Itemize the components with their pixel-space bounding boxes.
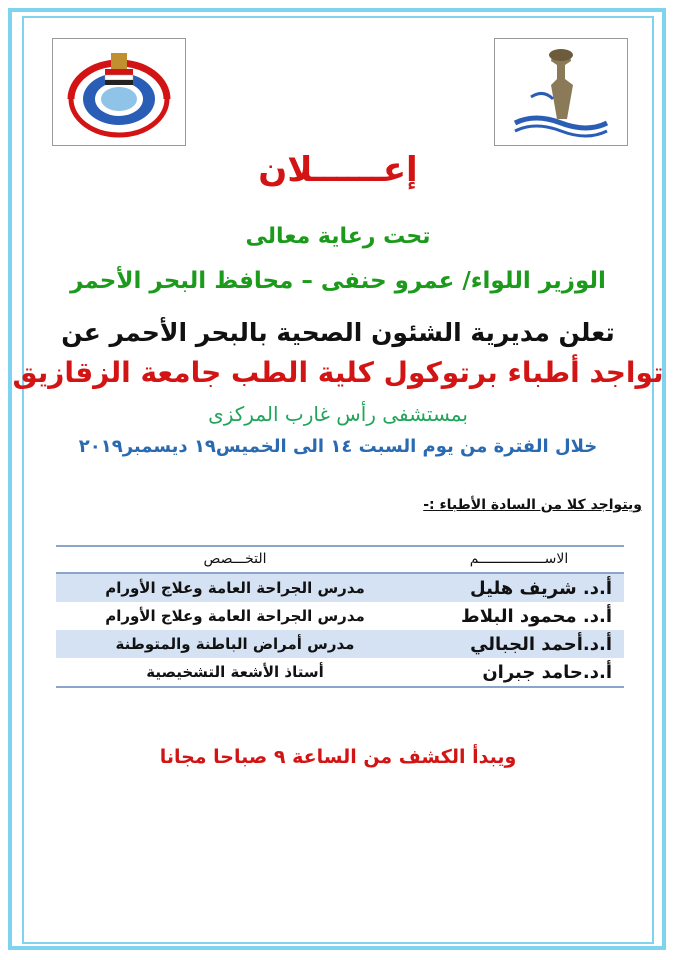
doctor-specialty: مدرس الجراحة العامة وعلاج الأورام: [105, 607, 365, 625]
patron-line: الوزير اللواء/ عمرو حنفى – محافظ البحر الأحمر: [70, 268, 606, 294]
doctor-specialty: أستاذ الأشعة التشخيصية: [146, 663, 324, 681]
doctor-name: أ.د.حامد جبران: [482, 661, 612, 683]
patronage-line: تحت رعاية معالى: [245, 224, 431, 249]
doctors-intro: ويتواجد كلا من السادة الأطباء :-: [423, 497, 642, 513]
subject-line: تواجد أطباء برتوكول كلية الطب جامعة الزقازيق: [12, 356, 664, 389]
table-row: [56, 630, 624, 658]
doctor-name: أ.د. محمود البلاط: [461, 605, 612, 627]
table-header: [56, 545, 624, 574]
doctor-name: أ.د. شريف هليل: [470, 577, 612, 599]
red-sea-governorate-logo-icon: [495, 39, 627, 145]
red-sea-health-directorate-logo-icon: [53, 39, 185, 145]
header-specialty: التخـــصص: [203, 551, 267, 567]
announcer-line: تعلن مديرية الشئون الصحية بالبحر الأحمر عن: [61, 318, 615, 347]
period-line: خلال الفترة من يوم السبت ١٤ الى الخميس١٩ ديسمبر٢٠١٩: [78, 436, 598, 457]
table-row: [56, 574, 624, 602]
header-name: الاســــــــــــــــم: [469, 551, 569, 567]
table-row: [56, 658, 624, 688]
doctor-name: أ.د.أحمد الجبالي: [470, 633, 612, 655]
doctor-specialty: مدرس الجراحة العامة وعلاج الأورام: [105, 579, 365, 597]
table-row: [56, 602, 624, 630]
footer-note: ويبدأ الكشف من الساعة ٩ صباحا مجانا: [159, 746, 517, 768]
health-directorate-logo: [52, 38, 186, 146]
hospital-line: بمستشفى رأس غارب المركزى: [208, 402, 468, 426]
announcement-title: إعــــــلان: [258, 150, 418, 190]
doctors-table: [56, 545, 624, 688]
doctor-specialty: مدرس أمراض الباطنة والمتوطنة: [115, 635, 355, 653]
governorate-logo: [494, 38, 628, 146]
